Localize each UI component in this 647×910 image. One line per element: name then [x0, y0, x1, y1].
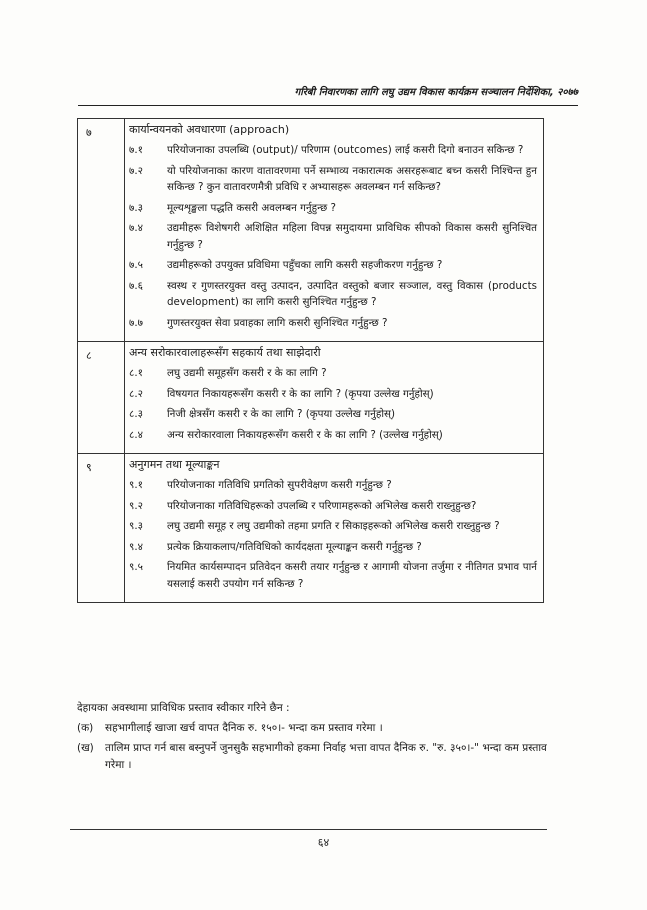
rejection-intro: देहायका अवस्थामा प्राविधिक प्रस्ताव स्वीकार गरिने छैन : — [77, 702, 290, 714]
condition-text: सहभागीलाई खाजा खर्च वापत दैनिक रु. १५०।- भन्दा कम प्रस्ताव गरेमा । — [105, 722, 383, 734]
question-item — [129, 257, 537, 274]
section-title: अन्य सरोकारवालाहरूसँग सहकार्य तथा साझेदारी — [129, 346, 321, 359]
item-text: नियमित कार्यसम्पादन प्रतिवेदन कसरी तयार गर्नुहुन्छ र आगामी योजना तर्जुमा र नीतिगत प्रभाव पार्न यसलाई कसरी उपयोग गर्न सकिन्छ ? — [167, 561, 537, 590]
question-item — [129, 498, 537, 515]
condition-label: (ख) — [77, 742, 94, 754]
item-text: विषयगत निकायहरूसँग कसरी र के का लागि ? (कृपया उल्लेख गर्नुहोस्) — [167, 387, 434, 400]
page-number: ६४ — [317, 836, 330, 849]
rejection-condition-a — [77, 720, 547, 737]
condition-text: तालिम प्राप्त गर्न बास बस्नुपर्ने जुनसुकै सहभागीको हकमा निर्वाह भत्ता वापत दैनिक रु. "रु. ३५०।-" भन्दा कम प्रस्ताव गरेमा । — [105, 742, 547, 771]
item-text: लघु उद्यमी समूह र लघु उद्यमीको तहमा प्रगति र सिकाइहरूको अभिलेख कसरी राख्नुहुन्छ ? — [167, 520, 500, 532]
item-text: अन्य सरोकारवाला निकायहरूसँग कसरी र के का लागि ? (उल्लेख गर्नुहोस्) — [167, 428, 443, 441]
condition-label: (क) — [77, 722, 94, 734]
item-text: प्रत्येक क्रियाकलाप/गतिविधिको कार्यदक्षता मूल्याङ्कन कसरी गर्नुहुन्छ ? — [167, 540, 422, 553]
question-item — [129, 163, 537, 196]
item-number: ८.३ — [129, 408, 143, 420]
question-item — [129, 559, 537, 592]
section-number: ८ — [78, 342, 125, 454]
section-number: ९ — [78, 454, 125, 603]
section-title: कार्यान्वयनको अवधारणा (approach) — [129, 123, 290, 136]
item-number: ७.६ — [129, 279, 143, 292]
question-item — [129, 315, 537, 332]
item-text: परियोजनाका गतिविधिहरूको उपलब्धि र परिणामहरूको अभिलेख कसरी राख्नुहुन्छ? — [167, 499, 477, 512]
question-item — [129, 278, 537, 311]
item-number: ७.७ — [129, 316, 143, 329]
question-item — [129, 142, 537, 159]
item-number: ७.४ — [129, 222, 143, 234]
item-text: स्वस्थ र गुणस्तरयुक्त वस्तु उत्पादन, उत्पादित वस्तुको बजार सञ्जाल, वस्तु विकास (products development) का लागि कसरी सुनिश्चित गर्नुहुन्छ ? — [167, 279, 537, 308]
item-number: ७.३ — [129, 201, 143, 214]
item-text: मूल्यशृङ्खला पद्धति कसरी अवलम्बन गर्नुहुन्छ ? — [167, 201, 337, 214]
item-text: उद्यमीहरू विशेषगरी अशिक्षित महिला विपन्न समुदायमा प्राविधिक सीपको विकास कसरी सुनिश्चित गर्नुहुन्छ ? — [167, 222, 537, 251]
rejection-condition-b — [77, 740, 547, 776]
item-number: ९.३ — [129, 520, 143, 532]
item-number: ७.१ — [129, 144, 143, 156]
question-item — [129, 220, 537, 253]
item-text: यो परियोजनाका कारण वातावरणमा पर्ने सम्भाव्य नकारात्मक असरहरूबाट बच्न कसरी निश्चिन्त हुन सकिन्छ ? कुन वातावरणमैत्री प्रविधि र अभ्यासहरू अवलम्बन गर्न सकिन्छ? — [167, 164, 537, 193]
header-rule — [78, 105, 578, 106]
item-text: लघु उद्यमी समूहसँग कसरी र के का लागि ? — [167, 367, 327, 379]
running-header: गरिबी निवारणका लागि लघु उद्यम विकास कार्यक्रम सञ्चालन निर्देशिका, २०७७ — [294, 87, 578, 98]
section-row — [78, 454, 544, 603]
item-number: ८.४ — [129, 428, 143, 441]
item-text: परियोजनाका गतिविधि प्रगतिको सुपरीवेक्षण कसरी गर्नुहुन्छ ? — [167, 479, 392, 491]
footer-rule — [70, 829, 547, 830]
item-number: ७.५ — [129, 259, 143, 271]
question-item — [129, 518, 537, 535]
item-number: ९.२ — [129, 499, 143, 512]
question-item — [129, 386, 537, 403]
question-item — [129, 200, 537, 217]
question-item — [129, 427, 537, 444]
item-text: परियोजनाका उपलब्धि (output)/ परिणाम (outcomes) लाई कसरी दिगो बनाउन सकिन्छ ? — [167, 144, 524, 156]
questions-table — [77, 118, 544, 603]
item-number: ९.१ — [129, 479, 143, 491]
item-number: ७.२ — [129, 164, 143, 177]
question-item — [129, 477, 537, 494]
question-item — [129, 365, 537, 382]
question-item — [129, 406, 537, 423]
question-item — [129, 539, 537, 556]
item-number: ८.२ — [129, 387, 143, 400]
section-row — [78, 119, 544, 342]
section-title: अनुगमन तथा मूल्याङ्कन — [129, 458, 220, 471]
item-number: ८.१ — [129, 367, 143, 379]
item-text: गुणस्तरयुक्त सेवा प्रवाहका लागि कसरी सुनिश्चित गर्नुहुन्छ ? — [167, 316, 388, 329]
section-number: ७ — [78, 119, 125, 342]
item-text: निजी क्षेत्रसँग कसरी र के का लागि ? (कृपया उल्लेख गर्नुहोस्) — [167, 408, 395, 420]
item-number: ९.४ — [129, 540, 143, 553]
item-text: उद्यमीहरूको उपयुक्त प्रविधिमा पहुँचका लागि कसरी सहजीकरण गर्नुहुन्छ ? — [167, 259, 443, 271]
item-number: ९.५ — [129, 561, 143, 573]
section-row — [78, 342, 544, 454]
